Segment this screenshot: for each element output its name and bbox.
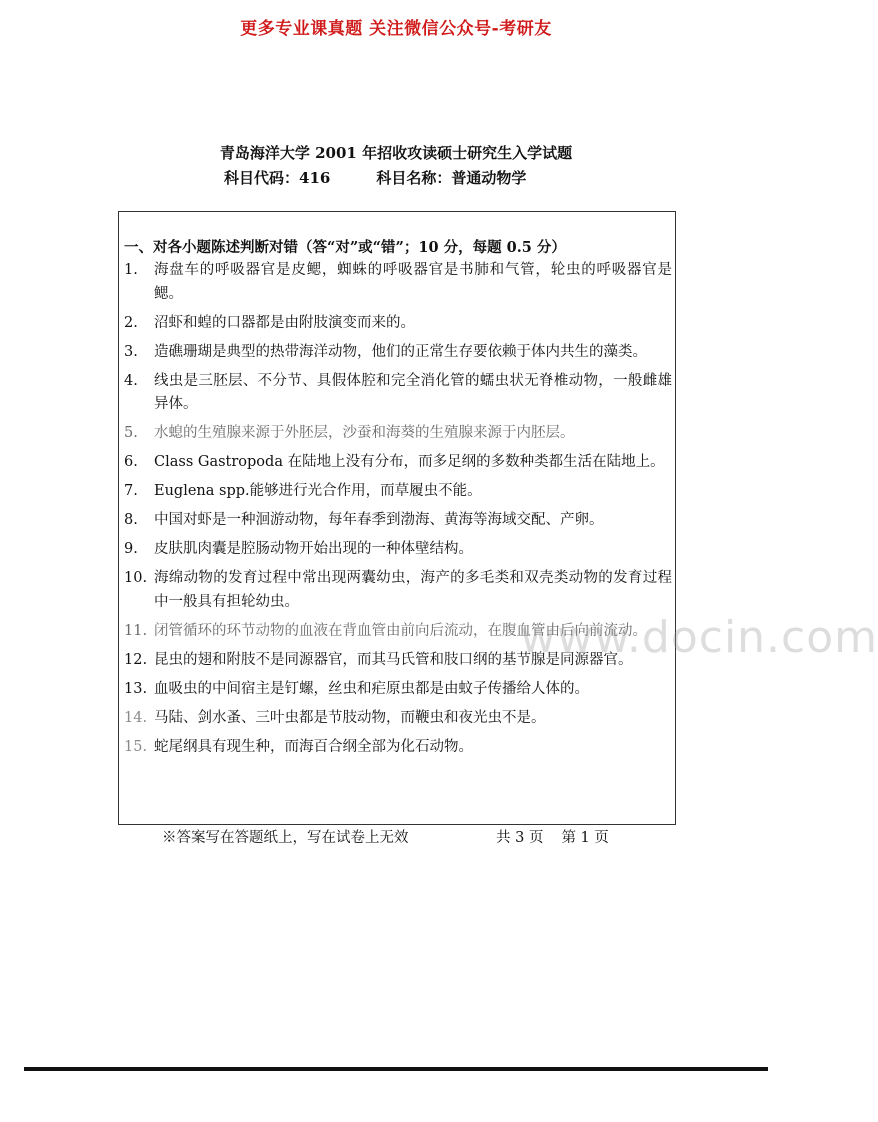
- question-item: [124, 259, 672, 306]
- question-text: 马陆、剑水蚤、三叶虫都是节肢动物，而鞭虫和夜光虫不是。: [154, 709, 546, 726]
- question-number: 5.: [124, 425, 138, 441]
- question-item: [124, 707, 672, 731]
- question-text: 海绵动物的发育过程中常出现两囊幼虫，海产的多毛类和双壳类动物的发育过程中一般具有担轮幼虫。: [154, 570, 672, 610]
- question-item: [124, 422, 672, 446]
- promo-banner: 更多专业课真题 关注微信公众号-考研友: [240, 19, 552, 39]
- question-text: 血吸虫的中间宿主是钉螺，丝虫和疟原虫都是由蚊子传播给人体的。: [154, 680, 589, 697]
- subject-name: 科目名称：普通动物学: [376, 169, 527, 187]
- question-number: 10.: [124, 570, 148, 586]
- question-text: 沼虾和蝗的口器都是由附肢演变而来的。: [154, 314, 415, 331]
- question-number: 11.: [124, 622, 148, 639]
- question-number: 3.: [124, 343, 138, 360]
- question-text: 皮肤肌肉囊是腔肠动物开始出现的一种体壁结构。: [154, 541, 473, 557]
- question-text: 水螅的生殖腺来源于外胚层，沙蚕和海葵的生殖腺来源于内胚层。: [154, 425, 575, 441]
- question-text: 海盘车的呼吸器官是皮鳃，蜘蛛的呼吸器官是书肺和气管，轮虫的呼吸器官是鳃。: [154, 262, 672, 302]
- question-item: [124, 480, 672, 504]
- question-item: [124, 312, 672, 336]
- question-item: [124, 678, 672, 702]
- exam-title: 青岛海洋大学 2001 年招收攻读硕士研究生入学试题: [219, 144, 573, 162]
- answer-instruction: ※答案写在答题纸上，写在试卷上无效: [162, 830, 409, 846]
- question-number: 6.: [124, 454, 138, 470]
- section-heading: 一、对各小题陈述判断对错（答“对”或“错”；10 分，每题 0.5 分）: [124, 239, 566, 256]
- watermark: www.docin.com: [520, 612, 878, 663]
- question-text: 闭管循环的环节动物的血液在背血管由前向后流动，在腹血管由后向前流动。: [154, 622, 647, 639]
- question-text: 造礁珊瑚是典型的热带海洋动物，他们的正常生存要依赖于体内共生的藻类。: [154, 343, 647, 360]
- question-number: 4.: [124, 372, 138, 389]
- question-text: 蛇尾纲具有现生种，而海百合纲全部为化石动物。: [154, 738, 473, 755]
- question-number: 8.: [124, 512, 138, 528]
- question-text: Class Gastropoda 在陆地上没有分布，而多足纲的多数种类都生活在陆地上。: [154, 454, 665, 470]
- subject-code: 科目代码：416: [224, 169, 331, 187]
- total-pages: 共 3 页: [496, 830, 544, 846]
- current-page: 第 1 页: [561, 830, 609, 846]
- question-item: [124, 370, 672, 417]
- question-item: [124, 341, 672, 365]
- question-number: 2.: [124, 314, 138, 331]
- question-text: 昆虫的翅和附肢不是同源器官，而其马氏管和肢口纲的基节腺是同源器官。: [154, 651, 633, 668]
- question-number: 12.: [124, 651, 148, 668]
- question-item: [124, 509, 672, 533]
- subject-info: [224, 167, 526, 188]
- question-number: 7.: [124, 483, 138, 499]
- bottom-divider: [24, 1067, 768, 1071]
- question-item: [124, 538, 672, 562]
- question-item: [124, 736, 672, 760]
- question-number: 9.: [124, 541, 138, 557]
- question-item: [124, 567, 672, 614]
- question-item: [124, 451, 672, 475]
- question-text: 中国对虾是一种洄游动物，每年春季到渤海、黄海等海域交配、产卵。: [154, 512, 604, 528]
- question-number: 14.: [124, 709, 148, 726]
- question-text: 线虫是三胚层、不分节、具假体腔和完全消化管的蠕虫状无脊椎动物，一般雌雄异体。: [154, 372, 672, 412]
- page-info: [496, 826, 609, 847]
- question-number: 15.: [124, 738, 148, 755]
- question-number: 1.: [124, 262, 138, 278]
- question-number: 13.: [124, 680, 148, 697]
- question-text: Euglena spp.能够进行光合作用，而草履虫不能。: [154, 483, 482, 499]
- question-list: [124, 259, 672, 765]
